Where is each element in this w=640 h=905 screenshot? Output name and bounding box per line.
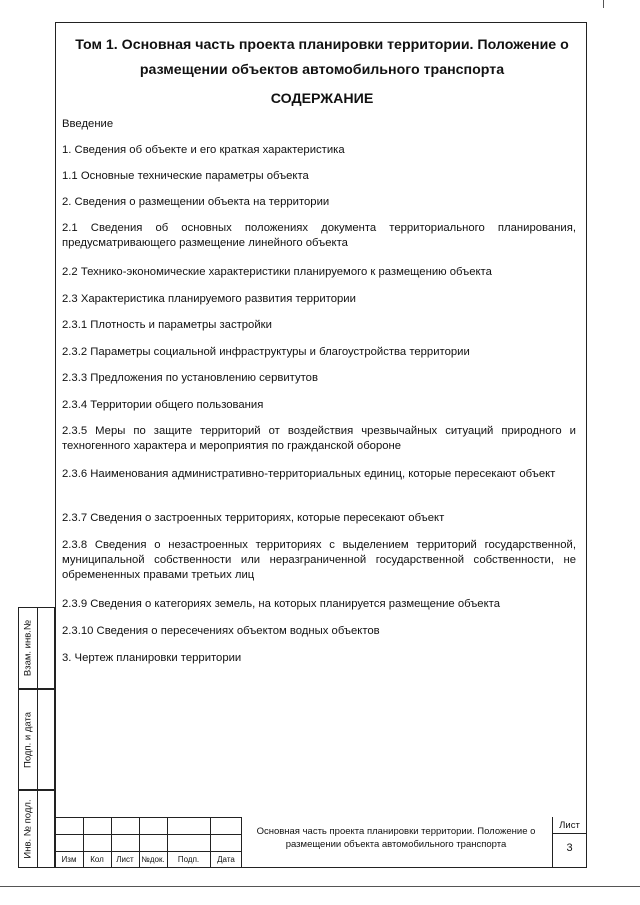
page-edge-line <box>603 0 604 8</box>
title-line-1: Том 1. Основная часть проекта планировки территории. Положение о <box>75 37 569 53</box>
title-block-description: Основная часть проекта планировки территории. Положение о размещении объекта автомобильного транспорта <box>256 826 536 850</box>
toc-item: 2.3.4 Территории общего пользования <box>62 399 264 411</box>
toc-item: 2.2 Технико-экономические характеристики планируемого к размещению объекта <box>62 266 492 278</box>
toc-item: 2.3.8 Сведения о незастроенных территориях с выделением территорий государственной, муниципальной собственности или неразграниченной государственной собственности, не обремененных правами третьих лиц <box>62 539 576 581</box>
toc-item: 1.1 Основные технические параметры объекта <box>62 170 309 182</box>
header-izm: Изм <box>61 855 77 864</box>
toc-item: 2.1 Сведения об основных положениях документа территориального планирования, предусматривающего размещение линейного объекта <box>62 222 576 249</box>
contents-heading: СОДЕРЖАНИЕ <box>270 91 374 107</box>
sheet-label: Лист <box>559 820 580 831</box>
toc-item: 2.3.1 Плотность и параметры застройки <box>62 319 272 331</box>
header-kol: Кол <box>90 855 104 864</box>
document-title <box>56 33 588 83</box>
stamp-inv-podl <box>18 790 55 868</box>
title-line-2: размещении объектов автомобильного транспорта <box>139 62 505 78</box>
bottom-edge-line <box>0 886 640 887</box>
sheet-number: 3 <box>566 842 573 854</box>
stamp-vzam-label: Взам. инв.№ <box>22 619 34 677</box>
stamp-vzam-inv <box>18 607 55 689</box>
toc-item: 2.3.3 Предложения по установлению сервитутов <box>62 372 318 384</box>
header-list: Лист <box>116 855 134 864</box>
header-podp: Подп. <box>177 855 200 864</box>
toc-item: 2.3.10 Сведения о пересечениях объектом водных объектов <box>62 625 380 637</box>
toc-item: 2.3.6 Наименования административно-территориальных единиц, которые пересекают объект <box>62 468 556 480</box>
toc-item: 2.3 Характеристика планируемого развития территории <box>62 293 356 305</box>
toc-item: 2.3.9 Сведения о категориях земель, на которых планируется размещение объекта <box>62 598 500 610</box>
stamp-podp-data <box>18 689 55 790</box>
stamp-inv-label: Инв. № подл. <box>22 799 34 859</box>
stamp-podp-label: Подп. и дата <box>22 711 34 768</box>
toc-item: 2.3.2 Параметры социальной инфраструктуры и благоустройства территории <box>62 346 470 358</box>
title-block <box>55 817 587 868</box>
header-ndok: №док. <box>141 855 165 864</box>
header-data: Дата <box>217 855 235 864</box>
toc-item: 2.3.5 Меры по защите территорий от воздействия чрезвычайных ситуаций природного и техногенного характера и мероприятия по гражданской обороне <box>62 425 576 452</box>
toc-item: 2.3.7 Сведения о застроенных территориях, которые пересекают объект <box>62 512 445 524</box>
toc-item: 2. Сведения о размещении объекта на территории <box>62 196 330 208</box>
toc-item: Введение <box>62 118 114 130</box>
document-sheet <box>55 22 587 868</box>
toc-item: 3. Чертеж планировки территории <box>62 652 242 664</box>
toc-item: 1. Сведения об объекте и его краткая характеристика <box>62 144 345 156</box>
